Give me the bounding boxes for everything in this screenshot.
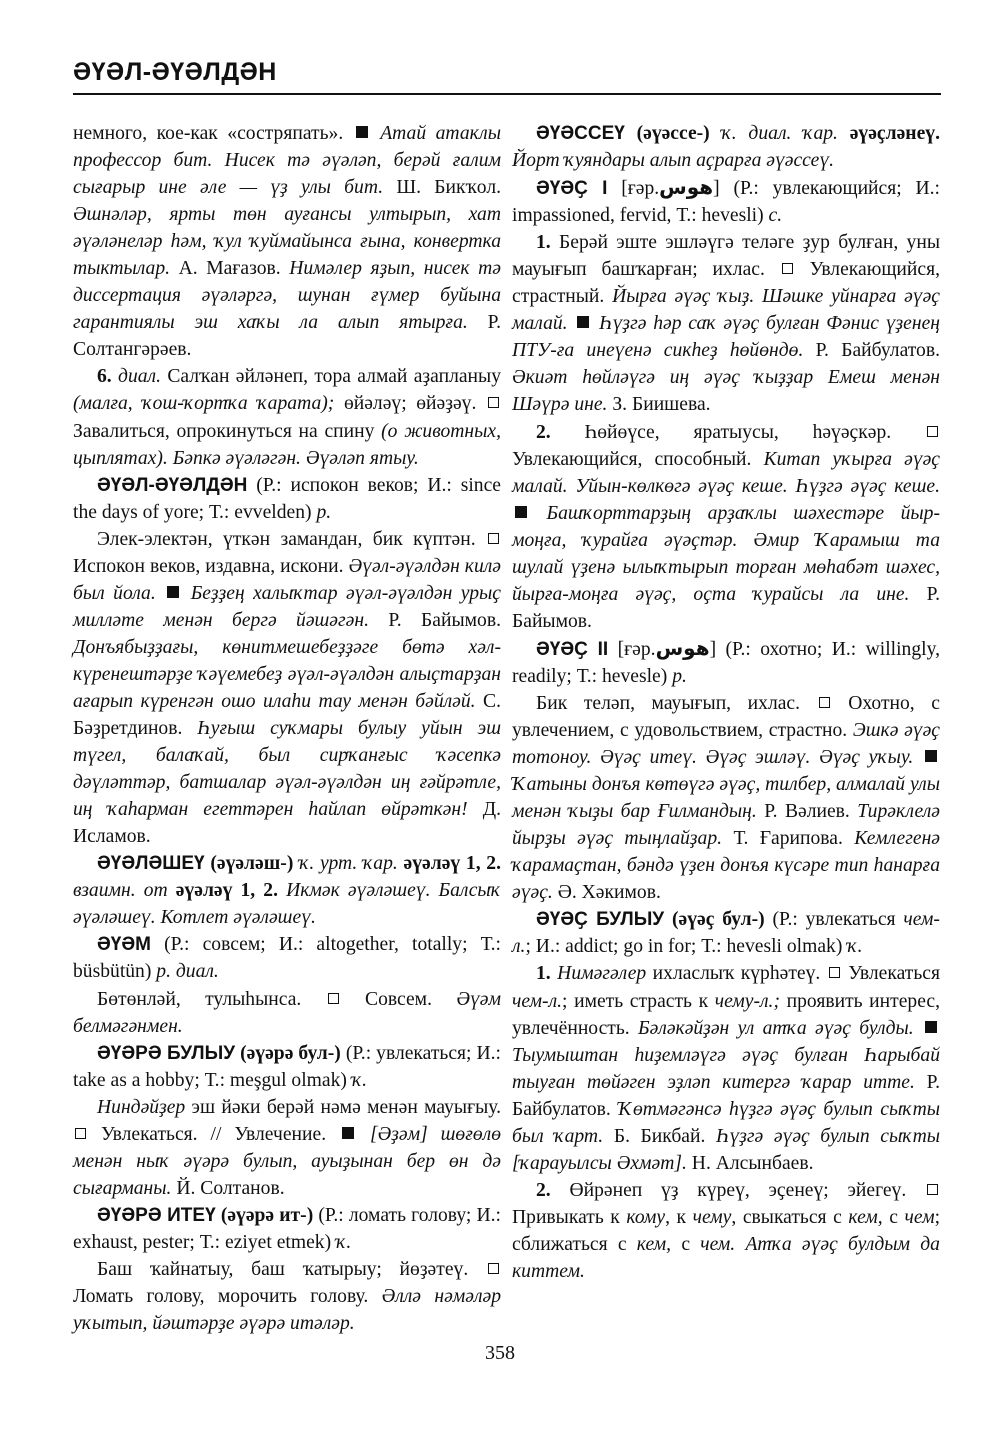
page-number: 358: [485, 1342, 515, 1364]
example-text: Әшнәләр, ярты төн ауғансы ултырып, хат әүәләнеләр һәм, ҡул ҡуймайынса ғына, конвертка тыктылар.: [73, 204, 501, 280]
source-citation: Ш. Бикҡол.: [396, 177, 501, 199]
running-head-title: ӘҮӘЛ-ӘҮӘЛДӘН: [73, 58, 277, 86]
example-text: [Әҙәм] шөғөлө менән ныҡ әүәрә булып, ауыҙынан бер өн дә сығарманы.: [73, 1123, 501, 1199]
entry-aueth-2: ӘҮӘҪ II [ғәр.هوس] (Р.: охотно; И.: willingly, readily; Т.: hevesle) р.: [512, 635, 941, 687]
source-citation: Н. Алсынбаев.: [691, 1152, 814, 1174]
source-citation: Ә. Хәкимов.: [557, 882, 661, 904]
white-square-icon: [927, 426, 938, 437]
example-text: Йорт ҡуяндары алып аҫрарға әүәссеү.: [512, 150, 835, 172]
example-text: Донъябыҙҙағы, көнитмешебеҙҙәге бөтә хәл-күренештәрҙе ҡәүемебеҙ әүәл-әүәлдән алыҫтарҙан ағарып күренгән ошо илаһи тау менән бәйләй.: [73, 636, 501, 712]
russian-translation: Испокон веков, издавна, искони.: [73, 555, 344, 577]
stem: (әүәрә ит-): [220, 1204, 314, 1226]
header-rule: [73, 93, 941, 95]
source-citation: Т. Ғарипова.: [733, 828, 843, 850]
sense-2: 2. Өйрәнеп үҙ күреү, эҫенеү; эйегеү. Привыкать к кому, к чему, свыкаться с кем, с чем; сближаться с кем, с чем. Атҡа әүәҫ булдым да киттем.: [512, 1179, 941, 1282]
headword: ӘҮӘҪ I: [536, 178, 608, 200]
entry-auera-iteu: [73, 1202, 501, 1256]
white-square-icon: [829, 967, 840, 978]
entry-aueth-1: ӘҮӘҪ I [ғәр.هوس] (Р.: увлекающийся; И.: impassioned, fervid, Т.: hevesli) с.: [512, 175, 941, 227]
entry-auem: [73, 931, 501, 985]
part-of-speech: р. диал.: [156, 961, 219, 983]
headword: ӘҮӘРӘ ИТЕҮ: [97, 1204, 216, 1226]
running-head: [73, 56, 941, 95]
black-square-icon: [342, 1127, 354, 1139]
white-square-icon: [328, 993, 339, 1004]
headword: ӘҮӘЛ-ӘҮӘЛДӘН: [97, 474, 248, 496]
white-square-icon: [782, 263, 793, 274]
sense-number: 2.: [536, 1179, 551, 1201]
white-square-icon: [927, 1184, 938, 1195]
white-square-icon: [488, 1263, 499, 1274]
white-square-icon: [488, 397, 499, 408]
example-text: Әллә нәмәләр уҡытып, йәштәрҙе әүәрә итәләр.: [73, 1286, 501, 1335]
example-text: Кемлегенә ҡарамаҫтан, бәндә үҙен донъя күсәре тип һанарға әүәҫ.: [512, 828, 940, 904]
arabic-etymon: هوس: [655, 635, 710, 660]
entry-auelashey: ӘҮӘЛӘШЕҮ (әүәләш-) ҡ. урт. ҡар. әүәләү 1, 2. взаимн. от әүәләү 1, 2. Икмәк әүәләшеү. Балсыҡ әүәләшеү. Котлет әүәләшеү.: [73, 853, 501, 929]
part-of-speech: ҡ.: [351, 1069, 368, 1091]
gloss: (Р.: совсем; И.: altogether, totally; Т.: büsbütün): [73, 934, 501, 983]
russian-translation: Увлекаться. // Увлечение.: [100, 1123, 327, 1145]
part-of-speech: р.: [672, 665, 687, 687]
source-citation: Р. Байбулатов.: [815, 340, 941, 362]
russian-translation: Завалиться, опрокинуться на спину: [73, 420, 375, 442]
black-square-icon: [925, 750, 937, 762]
example-text: Эшкә әүәҫ тотоноу. Әүәҫ итеү. Әүәҫ эшләү. Әүәҫ уҡыу.: [512, 720, 940, 769]
gloss: (Р.: увлекающийся; И.: impassioned, fervid, Т.: hevesli): [512, 178, 941, 227]
right-column: [512, 120, 940, 1285]
russian-translation: Увлекаться: [848, 963, 940, 985]
sense-number: 1.: [536, 232, 551, 254]
etymology-label: [ғәр.: [617, 638, 656, 660]
example-text: Һуғыш суҡмары булыу уйын эш түгел, балаҡай, был сирҡанғыс ҡәсепкә дәүләттәр, батшалар әүәл-әүәлдән иң ғәйрәтле, иң ҡаһарман егеттәрен һайлап өйрәткән!: [73, 718, 501, 821]
stem: (әүәләш-): [210, 853, 294, 875]
gloss: (Р.: охотно; И.: willingly, readily; Т.: hevesle): [512, 638, 941, 687]
part-of-speech: р.: [316, 501, 332, 523]
stem: (әүәҫ бул-): [671, 909, 765, 931]
headword: ӘҮӘҪ БУЛЫУ: [536, 909, 665, 931]
gloss: (Р.: увлекаться; И.: take as a hobby; Т.: meşgul olmak): [73, 1042, 501, 1091]
cross-reference: әүәҫләнеү.: [849, 123, 940, 144]
part-of-speech: ҡ.: [847, 936, 863, 958]
entry-aueth-buliu: ӘҮӘҪ БУЛЫУ (әүәҫ бул-) (Р.: увлекаться чем-л.; И.: addict; go in for; Т.: hevesli olmak) ҡ.: [512, 909, 940, 958]
black-square-icon: [925, 1021, 937, 1033]
left-column: [73, 120, 501, 1337]
example-text: Китап уҡырға әүәҫ малай. Уйын-көлкөгә әүәҫ кеше. Һүҙгә әүәҫ кеше.: [512, 448, 941, 497]
headword: ӘҮӘССЕҮ: [536, 123, 625, 144]
example-text: Атай атаклы профессор бит. Нисек тә әүәләп, берәй ғалим сығарыр ине әле — үҙ улы бит.: [73, 123, 501, 199]
entry-auessey: [512, 120, 940, 174]
sense-2: 2. Һөйөүсе, яратыусы, һәүәҫкәр. Увлекающийся, способный. Китап уҡырға әүәҫ малай. Уйын-көлкөгә әүәҫ кеше. Һүҙгә әүәҫ кеше. Башҡорттарҙың арҙаҡлы шәхестәре йыр-моңға, ҡурайға әүәҫтәр. Әмир Ҡарамыш та шулай үҙенә ылыҡтырып торған мөһабәт шәхес, йырға-моңға әүәҫ, оҫта ҡурайсы ла ине. Р. Байымов.: [512, 421, 941, 632]
example-text: Бәләкәйҙән ул атҡа әүәҫ булды.: [638, 1017, 914, 1039]
gloss: (Р.: испокон веков; И.: since the days of yore; Т.: evvelden): [73, 474, 501, 523]
source-citation: Б. Бикбай.: [613, 1125, 706, 1147]
sense-number: 2.: [536, 421, 551, 443]
usage-label: ҡ. диал. ҡар.: [721, 123, 838, 144]
example-text: Нимәлер яҙып, нисек тә диссертация әүәләргә, шунан ғүмер буйына гарантиялы эш хаҡы ла алып ятырға.: [73, 258, 501, 334]
usage-label: ҡ. урт. ҡар.: [299, 853, 398, 875]
source-citation: Р. Байымов.: [388, 609, 501, 631]
entry-auera-buliu: [73, 1040, 501, 1094]
example-text: Икмәк әүәләшеү. Балсыҡ әүәләшеү. Котлет әүәләшеү.: [73, 880, 501, 929]
example-text: Әкиәт һөйләүгә иң әүәҫ ҡыҙҙар Емеш менән Шәүрә ине.: [512, 367, 940, 416]
source-citation: Й. Солтанов.: [176, 1177, 285, 1199]
source-citation: Р. Байымов.: [512, 583, 940, 632]
example-text: Йырға әүәҫ ҡыҙ. Шәшке уйнарға әүәҫ малай.: [512, 286, 940, 335]
arabic-etymon: هوس: [659, 175, 714, 200]
white-square-icon: [819, 697, 830, 708]
headword: ӘҮӘЛӘШЕҮ: [97, 853, 205, 875]
example-text: Бәпкә әүәләгән. Әүәләп ятыу.: [172, 447, 419, 469]
source-citation: Р. Солтангәрәев.: [73, 312, 501, 361]
black-square-icon: [515, 506, 527, 518]
source-citation: С. Бәҙретдинов.: [73, 690, 501, 740]
continued-entry-text: немного, кое-как «состряпать». Атай атаклы профессор бит. Нисек тә әүәләп, берәй ғалим сығарыр ине әле — үҙ улы бит. Ш. Бикҡол. Әшнәләр, ярты төн ауғансы ултырып, хат әүәләнеләр һәм, ҡул ҡуймайынса ғына, конвертка тыктылар. А. Мағазов. Нимәлер яҙып, нисек тә диссертация әүәләргә, шунан ғүмер буйына гарантиялы эш хаҡы ла алып ятырға. Р. Солтангәрәев.: [73, 123, 501, 361]
headword: ӘҮӘМ: [97, 934, 151, 956]
example-text: Ҡатыны донъя көтөүгә әүәҫ, тилбер, алмалай улы менән ҡыҙы бар Ғилмандың.: [512, 774, 940, 823]
white-square-icon: [75, 1128, 86, 1139]
russian-translation: Ломать голову, морочить голову.: [73, 1286, 369, 1308]
etymology-label: [ғәр.: [621, 178, 660, 200]
definition: Бөтөнләй, тулыһынса. Совсем. Әүәм белмәгәнмен.: [73, 988, 501, 1037]
headword: ӘҮӘРӘ БУЛЫУ: [97, 1042, 236, 1064]
sense-6: 6. диал. Салҡан әйләнеп, тора алмай аҙапланыу (малға, ҡош-ҡортҡа ҡарата); өйәләү; өйәҙәү. Завалиться, опрокинуться на спину (о животных, цыплятах). Бәпкә әүәләгән. Әүәләп ятыу.: [73, 366, 502, 469]
sense-number: 6.: [97, 366, 112, 388]
entry-auel-aueldan: [73, 472, 501, 526]
sense-1: 1. Берәй эште эшләүгә теләге ҙур булған, уны мауығып башҡарған; ихлас. Увлекающийся, страстный. Йырға әүәҫ ҡыҙ. Шәшке уйнарға әүәҫ малай. Һүҙгә һәр саҡ әүәҫ булған Фәнис үҙенең ПТУ-ға инеүенә сикһеҙ һөйөндө. Р. Байбулатов. Әкиәт һөйләүгә иң әүәҫ ҡыҙҙар Емеш менән Шәүрә ине. З. Биишева.: [512, 232, 941, 416]
russian-translation: Совсем.: [365, 988, 432, 1010]
sense-number: 1.: [536, 963, 551, 985]
example-text: Һүҙгә әүәҫ булып сыҡты [ҡарауылсы Әхмәт].: [512, 1125, 940, 1174]
source-citation: Д. Исламов.: [73, 799, 501, 848]
russian-translation: Увлекающийся, страстный.: [512, 259, 941, 308]
stem: (әүәрә бул-): [240, 1042, 341, 1064]
black-square-icon: [356, 126, 368, 138]
example-text: Атҡа әүәҫ булдым да киттем.: [512, 1233, 940, 1282]
definition: Бик теләп, мауығып, ихлас. Охотно, с увлечением, с удовольствием, страстно. Эшкә әүәҫ тотоноу. Әүәҫ итеү. Әүәҫ эшләү. Әүәҫ уҡыу. Ҡатыны донъя көтөүгә әүәҫ, тилбер, алмалай улы менән ҡыҙы бар Ғилмандың. Р. Вәлиев. Тирәклелә йырҙы әүәҫ тыңлайҙар. Т. Ғарипова. Кемлегенә ҡарамаҫтан, бәндә үҙен донъя күсәре тип һанарға әүәҫ. Ә. Хәкимов.: [512, 692, 941, 904]
gloss: (Р.: ломать голову; И.: exhaust, pester; Т.: eziyet etmek): [73, 1204, 502, 1253]
example-text: Ҡөтмәгәнсә һүҙгә әүәҫ булып сыҡты был ҡарт.: [512, 1098, 940, 1147]
black-square-icon: [577, 316, 589, 328]
cross-reference: әүәләү 1, 2.: [403, 853, 501, 875]
example-text: Тирәклелә йырҙы әүәҫ тыңлайҙар.: [512, 801, 941, 850]
example-text: Тыумыштан һиҙемләүгә әүәҫ булған Һарыбай тыуған төйәген эҙләп китергә ҡарар итте.: [512, 1044, 940, 1093]
usage-label: диал.: [118, 366, 161, 388]
russian-translation: Привыкать к: [512, 1206, 620, 1228]
source-citation: Р. Байбулатов.: [512, 1071, 940, 1120]
russian-translation: Увлекающийся, способный.: [512, 448, 752, 470]
source-citation: Р. Вәлиев.: [764, 801, 850, 823]
example-text: Һүҙгә һәр саҡ әүәҫ булған Фәнис үҙенең ПТУ-ға инеүенә сикһеҙ һөйөндө.: [512, 313, 940, 362]
example-text: Әүәм белмәгәнмен.: [73, 988, 501, 1037]
black-square-icon: [167, 586, 179, 598]
part-of-speech: ҡ.: [336, 1231, 352, 1253]
definition: Элек-электән, үткән замандан, бик күптән. Испокон веков, издавна, искони. Әүәл-әүәлдән килә был йола. Беҙҙең халыҡтар әүәл-әүәлдән урыҫ милләте менән бергә йәшәгән. Р. Байымов. Донъябыҙҙағы, көнитмешебеҙҙәге бөтә хәл-күренештәрҙе ҡәүемебеҙ әүәл-әүәлдән алыҫтарҙан ағарып күренгән ошо илаһи тау менән бәйләй. С. Бәҙретдинов. Һуғыш суҡмары булыу уйын эш түгел, балаҡай, был сирҡанғыс ҡәсепкә дәүләттәр, батшалар әүәл-әүәлдән иң ғәйрәтле, иң ҡаһарман егеттәрен һайлап өйрәткән! Д. Исламов.: [73, 528, 501, 848]
source-citation: А. Мағазов.: [178, 258, 281, 280]
white-square-icon: [488, 533, 499, 544]
cross-reference: әүәләү 1, 2.: [175, 880, 278, 902]
part-of-speech: с.: [768, 205, 783, 227]
headword: ӘҮӘҪ II: [536, 638, 609, 660]
gloss: (Р.: увлекаться: [772, 909, 896, 931]
definition: Баш ҡайнатыу, баш ҡатырыу; йөҙәтеү. Ломать голову, морочить голову. Әллә нәмәләр уҡытып, йәштәрҙе әүәрә итәләр.: [73, 1258, 501, 1335]
sense-1: 1. Нимәгәлер ихласлыҡ күрһәтеү. Увлекаться чем-л.; иметь страсть к чему-л.; проявить интерес, увлечённость. Бәләкәйҙән ул атҡа әүәҫ булды. Тыумыштан һиҙемләүгә әүәҫ булған Һарыбай тыуған төйәген эҙләп китергә ҡарар итте. Р. Байбулатов. Ҡөтмәгәнсә һүҙгә әүәҫ булып сыҡты был ҡарт. Б. Бикбай. Һүҙгә әүәҫ булып сыҡты [ҡарауылсы Әхмәт]. Н. Алсынбаев.: [512, 963, 940, 1174]
source-citation: З. Биишева.: [612, 394, 711, 416]
definition: Ниндәйҙер эш йәки берәй нәмә менән мауығыу. Увлекаться. // Увлечение. [Әҙәм] шөғөлө менән ныҡ әүәрә булып, ауыҙынан бер өн дә сығарманы. Й. Солтанов.: [73, 1096, 502, 1199]
example-text: Башҡорттарҙың арҙаҡлы шәхестәре йыр-моңға, ҡурайға әүәҫтәр. Әмир Ҡарамыш та шулай үҙенә ылыҡтырып торған мөһабәт шәхес, йырға-моңға әүәҫ, оҫта ҡурайсы ла ине.: [512, 502, 940, 605]
stem: (әүәссе-): [636, 123, 710, 144]
russian-translation: Охотно, с увлечением, с удовольствием, страстно.: [512, 692, 940, 742]
example-text: Әүәл-әүәлдән килә был йола.: [73, 555, 501, 604]
example-text: Беҙҙең халыҡтар әүәл-әүәлдән урыҫ милләте менән бергә йәшәгән.: [73, 582, 501, 631]
